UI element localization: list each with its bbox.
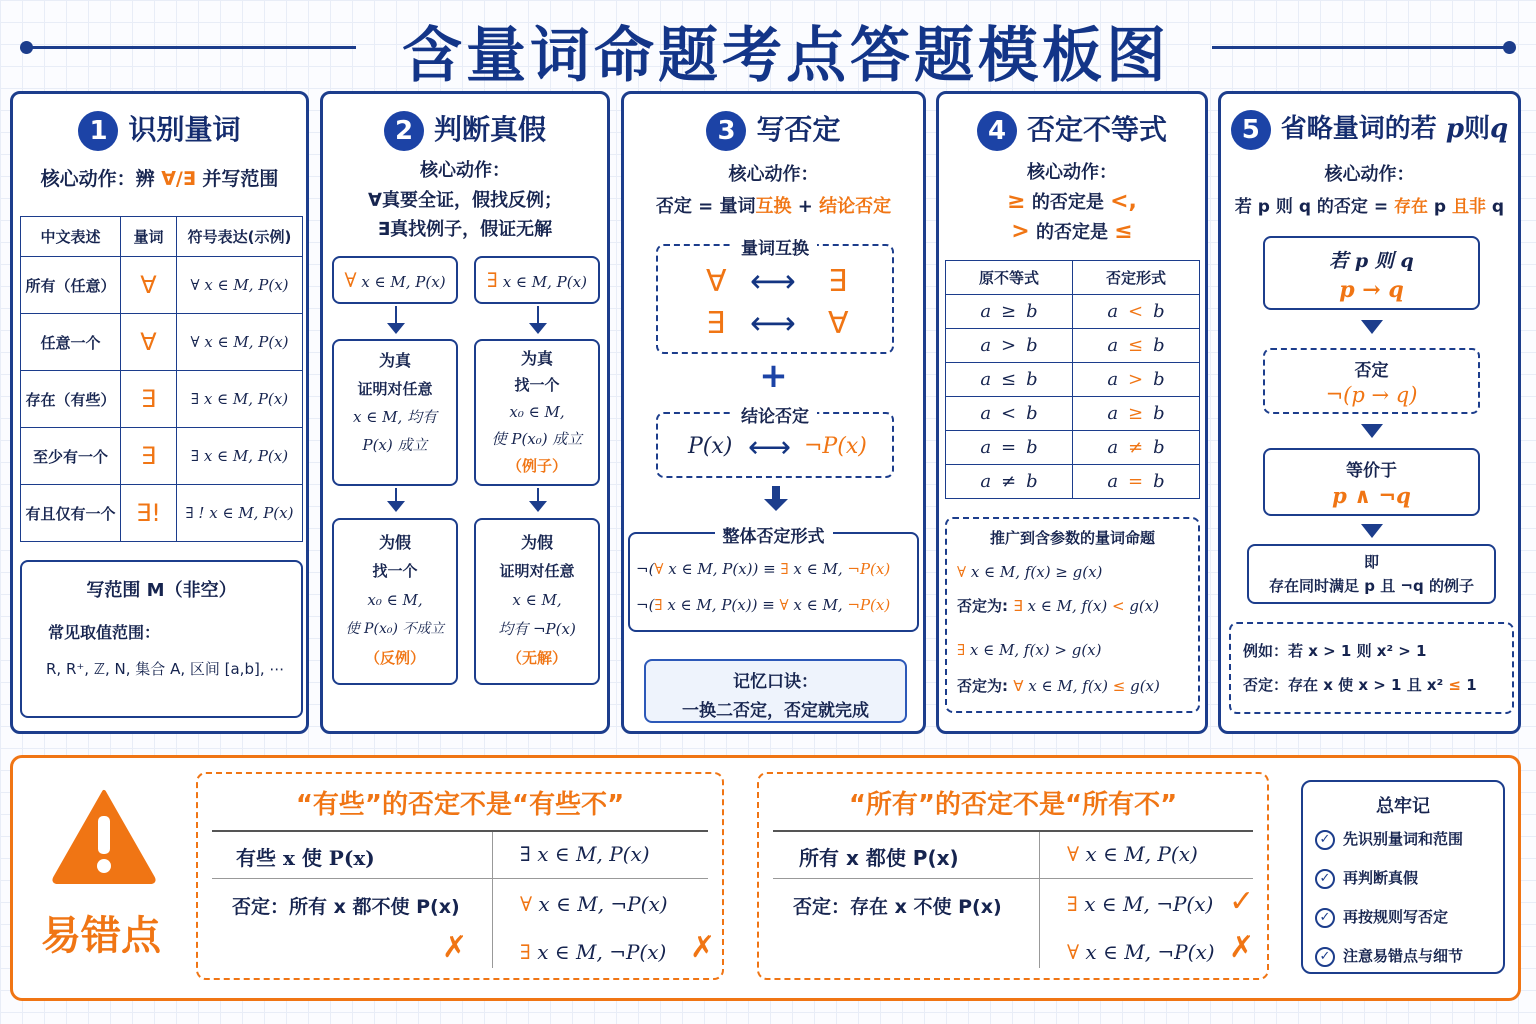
exists-statement-box: ∃ x ∈ M, P(x): [474, 256, 600, 304]
panel5-heading: 5 省略量词的若 p则q: [1221, 108, 1518, 150]
plus-icon: +: [759, 356, 788, 396]
some-negation-a: ∀ x ∈ M, ¬P(x): [520, 892, 668, 916]
negation-rule-forall: ¬(∀ x ∈ M, P(x)) ≡ ∃ x ∈ M, ¬P(x): [636, 560, 891, 578]
panel1-action: 核心动作：辨 ∀/∃ 并写范围: [40, 168, 279, 190]
down-arrow: [387, 323, 405, 334]
down-arrow: [1361, 320, 1383, 334]
summary-item: ✓ 先识别量词和范围: [1315, 828, 1463, 850]
inequality-rule-1: ≥ 的否定是 <,: [1007, 189, 1137, 214]
forall-true-box: 为真 证明对任意 x ∈ M, 均有 P(x) 成立: [332, 339, 458, 486]
original-inequality: a < b: [946, 397, 1073, 431]
divider: [212, 878, 708, 879]
panel2-action: 核心动作：: [420, 160, 510, 181]
panel4-heading: [939, 108, 1205, 151]
range-title: 写范围 M（非空）: [86, 580, 237, 601]
col-header: 否定形式: [1073, 261, 1200, 295]
double-arrow-icon: ⟷: [750, 304, 796, 342]
example-box: [1229, 622, 1514, 714]
check-icon: ✓: [1315, 830, 1335, 850]
down-arrow: [387, 501, 405, 512]
swap-forall: ∀: [706, 264, 727, 299]
extension-forall: ∀ x ∈ M, f(x) ≥ g(x): [957, 563, 1103, 581]
panel3-heading: [624, 108, 923, 151]
divider: [1039, 832, 1040, 968]
summary-item: ✓ 再判断真假: [1315, 867, 1418, 889]
table-row: 所有（任意） ∀ ∀ x ∈ M, P(x): [21, 257, 303, 314]
divider: [212, 830, 708, 832]
divider: [773, 830, 1253, 832]
mistakes-label: 易错点: [41, 913, 161, 959]
down-arrow: [1361, 424, 1383, 438]
table-row: [946, 329, 1200, 363]
conclusion-negation-label: 结论否定: [733, 402, 817, 427]
panel3-action: 核心动作：: [728, 164, 819, 185]
all-symbolic: ∀ x ∈ M, P(x): [1067, 842, 1198, 866]
original-inequality: a > b: [946, 329, 1073, 363]
exists-true-box: 为真 找一个 x₀ ∈ M, 使 P(x₀) 成立 （例子）: [474, 339, 600, 486]
title-line-right: [1212, 46, 1510, 49]
negation-rule-exists: ¬(∃ x ∈ M, P(x)) ≡ ∀ x ∈ M, ¬P(x): [636, 596, 891, 614]
correct-mark: ✓: [1229, 884, 1255, 919]
overall-negation-box: [628, 527, 919, 632]
panel5-action: 核心动作：: [1324, 164, 1415, 185]
double-arrow-icon: ⟷: [750, 262, 796, 300]
panel-judge-truth: [320, 91, 610, 734]
down-arrow: [529, 501, 547, 512]
panel2-title: 判断真假: [433, 113, 546, 146]
panel-write-negation: [621, 91, 926, 734]
quantifier-swap-box: [656, 239, 894, 354]
table-row: [946, 431, 1200, 465]
forall-false-box: 为假 找一个 x₀ ∈ M, 使 P(x₀) 不成立 （反例）: [332, 518, 458, 685]
mistake-some-box: [196, 772, 724, 980]
quantifier-swap-label: 量词互换: [733, 234, 817, 259]
extension-exists: ∃ x ∈ M, f(x) > g(x): [957, 641, 1102, 659]
all-correct-negation: 否定：存在 x 不使 P(x): [793, 896, 1002, 918]
original-inequality: a ≥ b: [946, 295, 1073, 329]
exists-false-box: 为假 证明对任意 x ∈ M, 均有 ¬P(x) （无解）: [474, 518, 600, 685]
some-statement: 有些 x 使 P(x): [236, 846, 375, 870]
wrong-mark: ✗: [1229, 930, 1255, 965]
implication-box: 若 p 则 q p → q: [1263, 236, 1480, 310]
summary-title: 总牢记: [1376, 796, 1430, 817]
step-number: 1: [78, 111, 118, 151]
panel4-title: 否定不等式: [1026, 113, 1167, 146]
step-number: 3: [706, 111, 746, 151]
table-row: 有且仅有一个 ∃! ∃ ! x ∈ M, P(x): [21, 485, 303, 542]
col-header: 符号表达(示例): [177, 217, 303, 257]
negated-inequality: a ≤ b: [1073, 329, 1200, 363]
check-icon: ✓: [1315, 908, 1335, 928]
negation-box: 否定 ¬(p → q): [1263, 348, 1480, 414]
title-dot-right: [1503, 41, 1516, 54]
forall-statement-box: ∀ x ∈ M, P(x): [332, 256, 458, 304]
arrow-line: [537, 306, 539, 324]
original-inequality: a ≤ b: [946, 363, 1073, 397]
panel3-title: 写否定: [756, 113, 841, 146]
table-row: [946, 397, 1200, 431]
mistake-all-title: “所有”的否定不是“所有不”: [848, 790, 1178, 820]
warning-icon: [51, 788, 157, 884]
mistake-some-title: “有些”的否定不是“有些不”: [295, 790, 625, 820]
check-icon: ✓: [1315, 869, 1335, 889]
inequality-rule-2: > 的否定是 ≤: [1011, 219, 1133, 244]
panel2-heading: [323, 108, 607, 151]
table-row: 存在（有些） ∃ ∃ x ∈ M, P(x): [21, 371, 303, 428]
panel4-action: 核心动作：: [1027, 162, 1117, 183]
extension-box: [945, 517, 1200, 713]
all-negation-b: ∀ x ∈ M, ¬P(x): [1067, 940, 1215, 964]
equivalent-box: 等价于 p ∧ ¬q: [1263, 448, 1480, 516]
negated-inequality: a ≥ b: [1073, 397, 1200, 431]
negated-inequality: a = b: [1073, 465, 1200, 499]
divider: [492, 832, 493, 968]
double-arrow-icon: ⟷: [748, 430, 792, 465]
down-arrow: [1361, 524, 1383, 538]
range-list: R, R⁺, ℤ, N, 集合 A, 区间 [a,b], ⋯: [46, 660, 285, 678]
swap-exists: ∃: [706, 306, 725, 341]
arrow-line: [395, 488, 397, 502]
negated-inequality: a ≠ b: [1073, 431, 1200, 465]
memory-tip-box: [644, 659, 907, 723]
original-inequality: a = b: [946, 431, 1073, 465]
meaning-box: 即 存在同时满足 p 且 ¬q 的例子: [1247, 544, 1496, 604]
some-symbolic: ∃ x ∈ M, P(x): [520, 842, 650, 866]
step-number: 4: [977, 111, 1017, 151]
all-negation-a: ∃ x ∈ M, ¬P(x): [1067, 892, 1214, 916]
some-negation-b: ∃ x ∈ M, ¬P(x): [520, 940, 667, 964]
panel1-title: 识别量词: [128, 113, 241, 146]
overall-negation-label: 整体否定形式: [715, 522, 833, 547]
wrong-mark: ✗: [442, 930, 468, 965]
original-inequality: a ≠ b: [946, 465, 1073, 499]
extension-title: 推广到含参数的量词命题: [989, 529, 1155, 547]
col-header: 原不等式: [946, 261, 1073, 295]
quantifier-table: [20, 216, 303, 542]
range-box: [20, 560, 303, 718]
panel2-rule-exists: ∃真找例子，假证无解: [377, 219, 553, 240]
table-row: 任意一个 ∀ ∀ x ∈ M, P(x): [21, 314, 303, 371]
wrong-mark: ✗: [690, 930, 716, 965]
memory-tip-text: 一换二否定，否定就完成: [682, 701, 869, 721]
step-number: 2: [384, 111, 424, 151]
title-line-left: [26, 46, 356, 49]
table-row: [946, 295, 1200, 329]
extension-forall-negation: 否定为: ∃ x ∈ M, f(x) < g(x): [957, 597, 1160, 615]
panel5-rule: 若 p 则 q 的否定 = 存在 p 且非 q: [1234, 197, 1505, 217]
inequality-table: [945, 260, 1200, 499]
table-row: 至少有一个 ∃ ∃ x ∈ M, P(x): [21, 428, 303, 485]
negated-inequality: a > b: [1073, 363, 1200, 397]
conclusion-original: P(x): [688, 434, 733, 459]
conclusion-negated: ¬P(x): [804, 434, 867, 459]
summary-item: ✓ 再按规则写否定: [1315, 906, 1448, 928]
conclusion-negation-box: [656, 407, 894, 478]
col-header: 量词: [121, 217, 177, 257]
negation-formula: 否定 = 量词互换 + 结论否定: [655, 196, 892, 217]
divider: [773, 878, 1253, 879]
arrow-line: [395, 306, 397, 324]
down-arrow: [529, 323, 547, 334]
panel-negate-inequality: [936, 91, 1208, 734]
arrow-line: [772, 486, 780, 500]
some-wrong-negation: 否定：所有 x 都不使 P(x): [232, 896, 460, 918]
swap-exists: ∃: [828, 264, 847, 299]
arrow-line: [537, 488, 539, 502]
extension-exists-negation: 否定为: ∀ x ∈ M, f(x) ≤ g(x): [957, 677, 1160, 695]
panel-implicit-quantifier: [1218, 91, 1521, 734]
panel2-rule-forall: ∀真要全证，假找反例；: [368, 190, 562, 211]
title-dot-left: [20, 41, 33, 54]
page-title: 含量词命题考点答题模板图: [402, 21, 1170, 91]
range-subtitle: 常见取值范围：: [48, 623, 161, 642]
step-number: 5: [1231, 110, 1271, 150]
title-bar: [0, 0, 1536, 90]
down-arrow: [764, 499, 788, 511]
negated-inequality: a < b: [1073, 295, 1200, 329]
col-header: 中文表述: [21, 217, 121, 257]
swap-forall: ∀: [828, 306, 849, 341]
panel1-heading: [13, 108, 306, 151]
table-row: [946, 465, 1200, 499]
check-icon: ✓: [1315, 947, 1335, 967]
table-row: [946, 363, 1200, 397]
example-statement: 例如：若 x > 1 则 x² > 1: [1243, 642, 1427, 660]
memory-tip-title: 记忆口诀：: [733, 672, 818, 692]
summary-box: [1301, 780, 1505, 974]
panel-identify-quantifier: [10, 91, 309, 734]
mistake-all-box: [757, 772, 1269, 980]
all-statement: 所有 x 都使 P(x): [799, 846, 959, 870]
summary-item: ✓ 注意易错点与细节: [1315, 945, 1463, 967]
mistakes-section: [10, 755, 1521, 1001]
example-negation: 否定：存在 x 使 x > 1 且 x² ≤ 1: [1243, 676, 1477, 694]
